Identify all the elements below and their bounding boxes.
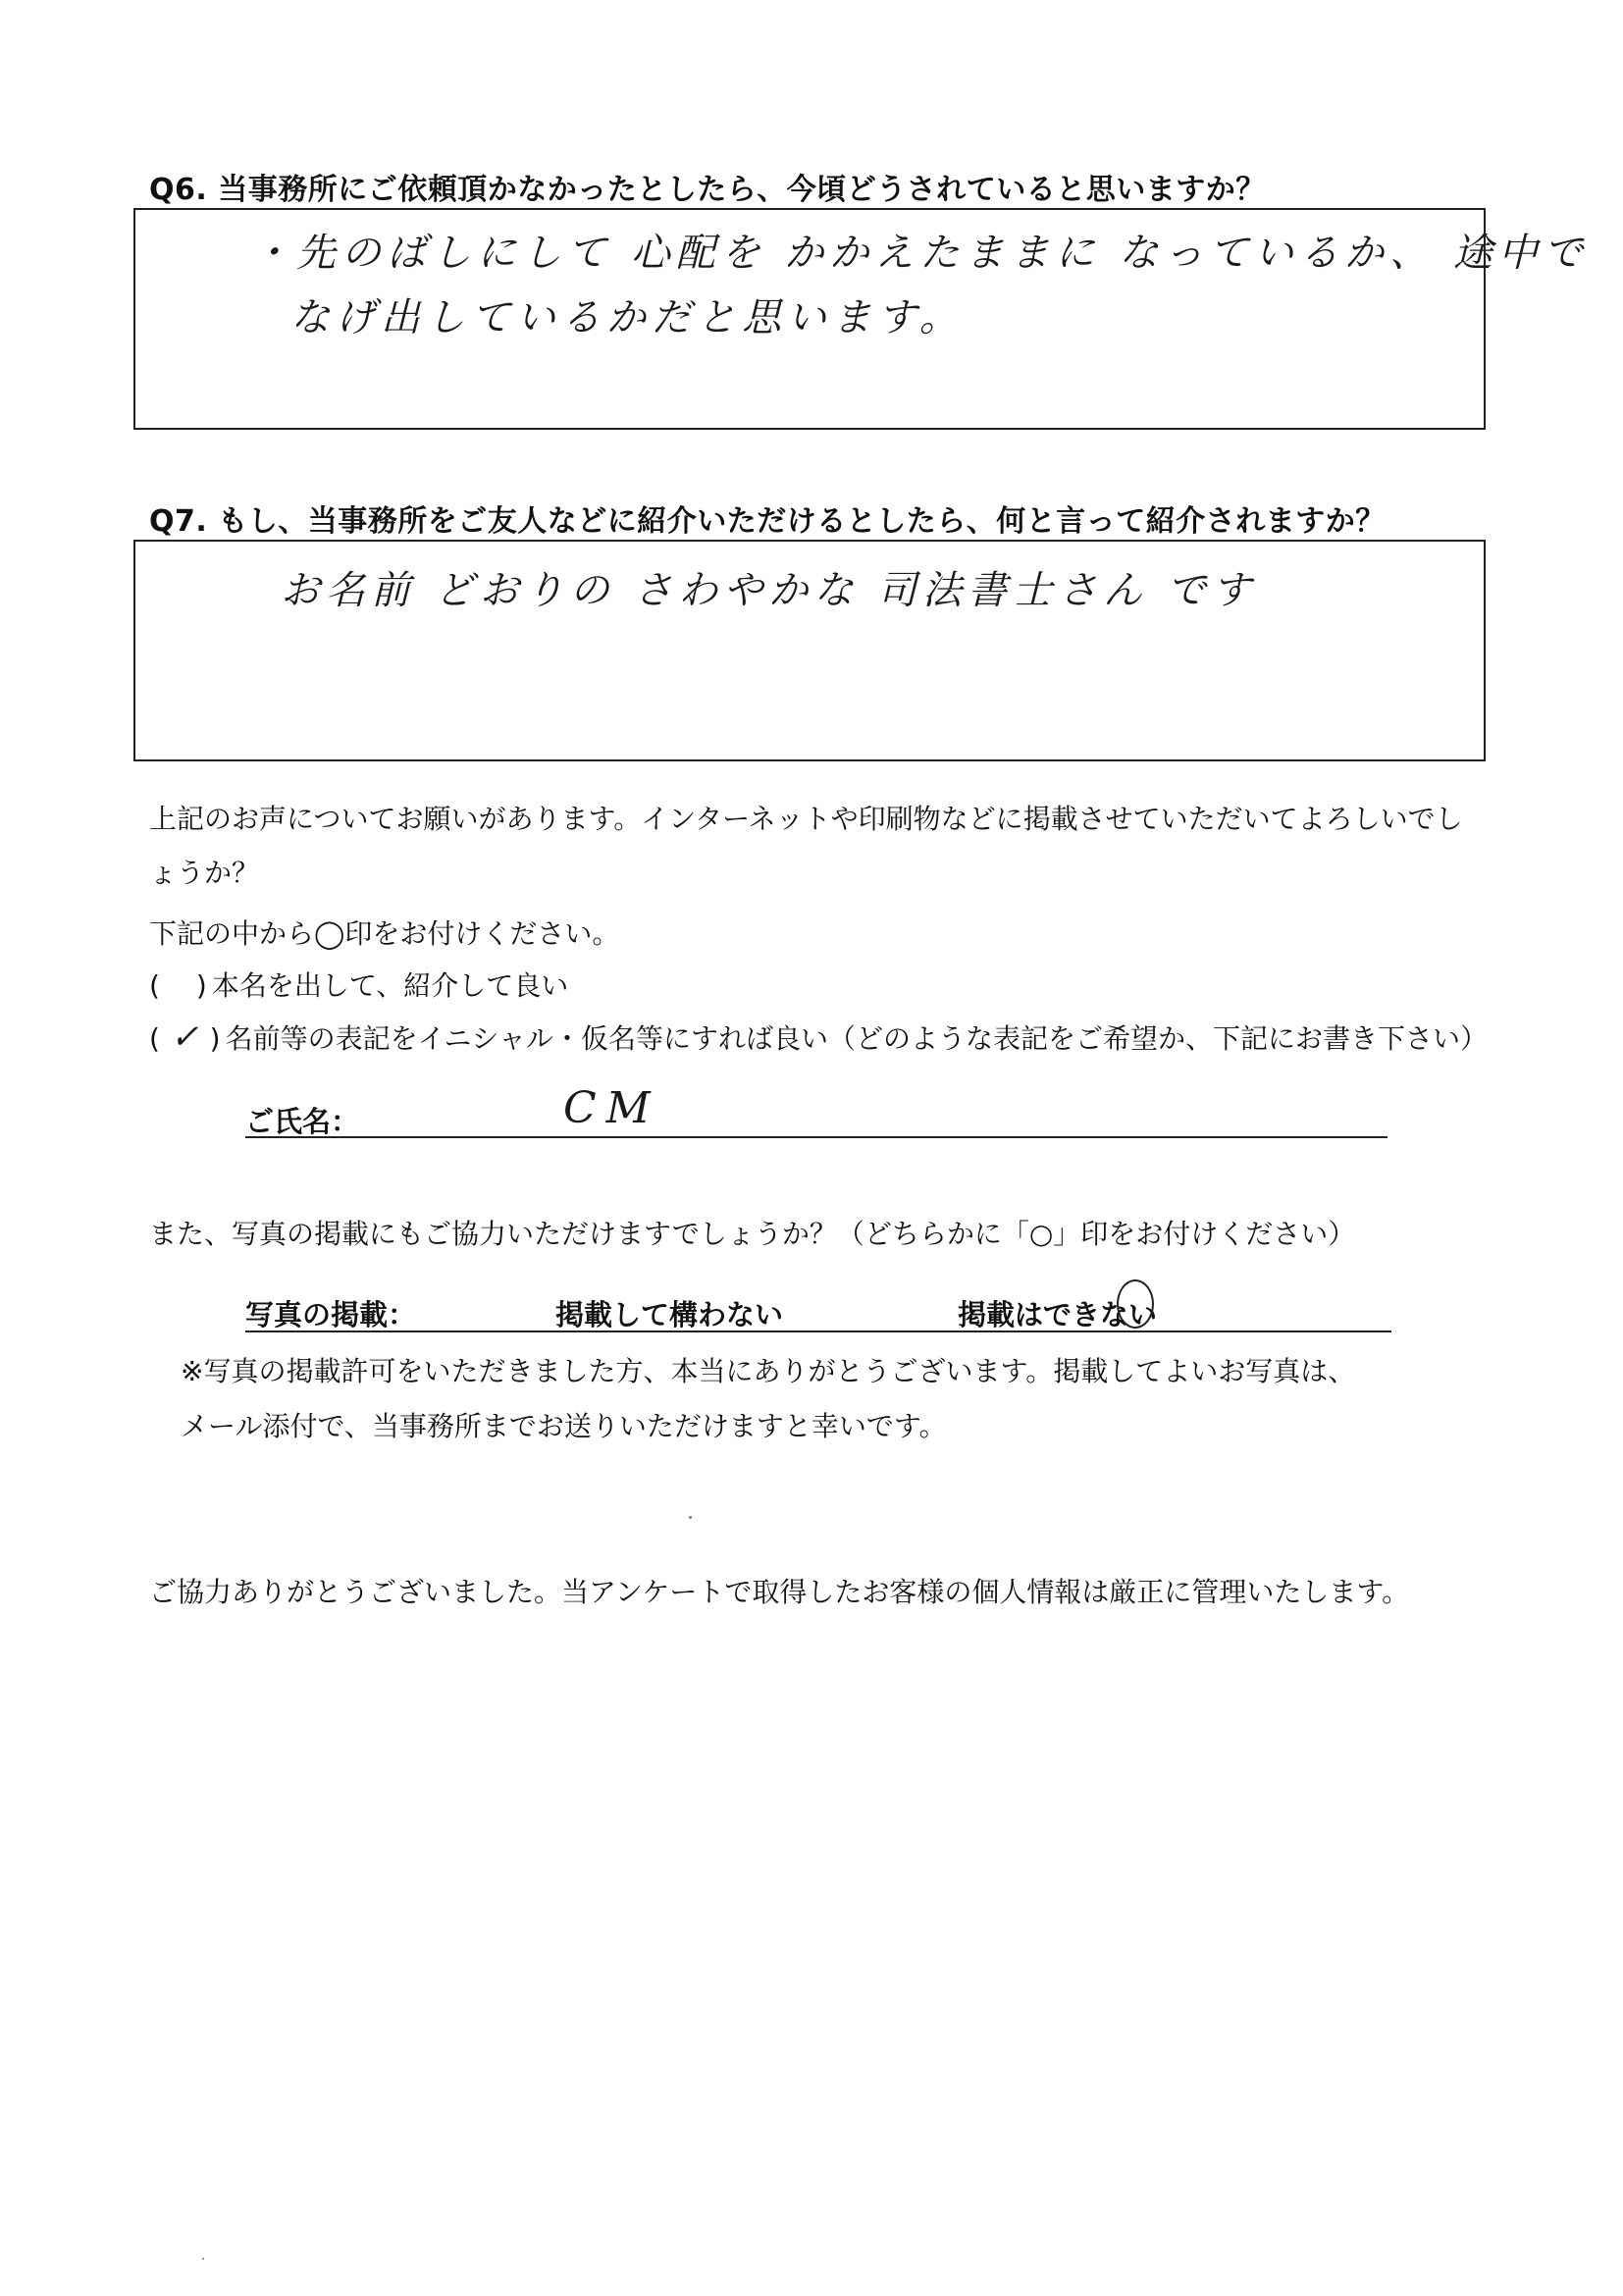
consent-intro-line1: 上記のお声についてお願いがあります。インターネットや印刷物などに掲載させていただいてよろしいでし: [149, 803, 1463, 835]
q6-question: Q6. 当事務所にご依頼頂かなかったとしたら、今頃どうされていると思いますか？: [149, 173, 1266, 207]
scan-speck: [202, 2258, 204, 2260]
q7-answer: お名前 どおりの さわやかな 司法書士さん です: [281, 568, 1257, 613]
option2-check-mark[interactable]: ✓: [171, 1018, 199, 1057]
option2-paren-open: (: [149, 1022, 160, 1055]
photo-deny-circle-mark: [1117, 1279, 1154, 1329]
q7-question: Q7. もし、当事務所をご友人などに紹介いただけるとしたら、何と言って紹介されますか？: [149, 504, 1386, 539]
option1-label: 本名を出して、紹介して良い: [211, 969, 569, 1002]
consent-option-initials[interactable]: [149, 1018, 1488, 1057]
scan-speck: [689, 1516, 692, 1519]
photo-note-line1: ※写真の掲載許可をいただきました方、本当にありがとうございます。掲載してよいお写真は、: [181, 1355, 1356, 1387]
photo-option-deny[interactable]: 掲載はできない: [958, 1298, 1158, 1331]
footer-text: ご協力ありがとうございました。当アンケートで取得したお客様の個人情報は厳正に管理いたします。: [149, 1576, 1410, 1608]
name-value[interactable]: CM: [563, 1083, 660, 1133]
q6-answer-box[interactable]: [133, 208, 1589, 430]
photo-note-line2: メール添付で、当事務所までお送りいただけますと幸いです。: [181, 1410, 947, 1442]
q6-answer-line1: ・先のばしにして 心配を かかえたままに なっているか、 途中で: [251, 231, 1589, 276]
name-label: ご氏名：: [245, 1105, 360, 1138]
photo-underline: [245, 1331, 1391, 1332]
q6-answer-line2: なげ出しているかだと思います。: [290, 295, 965, 340]
name-underline: [245, 1136, 1387, 1138]
photo-question: また、写真の掲載にもご協力いただけますでしょうか？（どちらかに「○」印をお付けください）: [149, 1218, 1356, 1250]
consent-option-real-name[interactable]: [149, 965, 568, 1004]
consent-instruction: 下記の中から◯印をお付けください。: [149, 917, 620, 950]
option1-checkbox[interactable]: ( ): [149, 969, 207, 1002]
option2-label: 名前等の表記をイニシャル・仮名等にすれば良い（どのような表記をご希望か、下記にお書き下さい）: [225, 1022, 1488, 1055]
photo-label: 写真の掲載：: [245, 1298, 417, 1331]
option2-paren-close: ): [209, 1022, 221, 1055]
photo-option-allow[interactable]: 掲載して構わない: [555, 1298, 784, 1331]
consent-intro-line2: ょうか？: [149, 857, 260, 889]
q7-answer-box[interactable]: [133, 540, 1486, 761]
